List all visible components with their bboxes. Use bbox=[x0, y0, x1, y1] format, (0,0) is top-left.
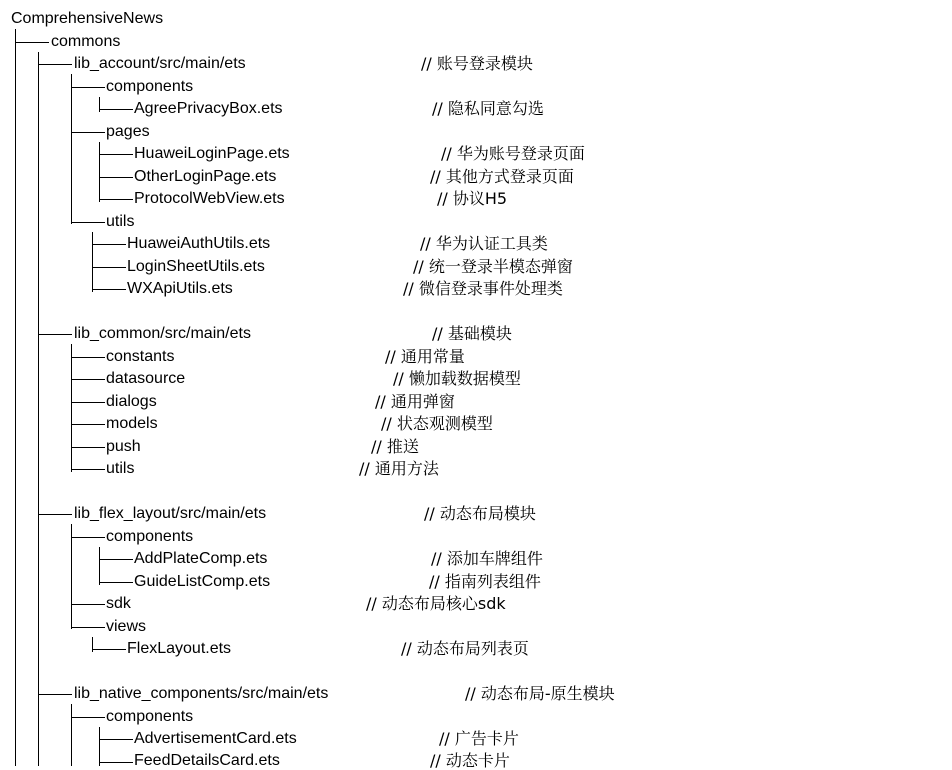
folder-lib-native-components: lib_native_components/src/main/ets bbox=[74, 685, 329, 702]
folder-constants: constants bbox=[106, 348, 175, 365]
folder-lib-account: lib_account/src/main/ets bbox=[74, 55, 246, 72]
tree-hline bbox=[71, 717, 105, 718]
tree-hline bbox=[38, 64, 72, 65]
tree-hline bbox=[71, 402, 105, 403]
comment-other-login: // 其他方式登录页面 bbox=[430, 167, 574, 186]
file-huawei-login: HuaweiLoginPage.ets bbox=[134, 145, 290, 162]
tree-vline bbox=[71, 704, 72, 766]
file-advertisement-card: AdvertisementCard.ets bbox=[134, 730, 297, 747]
file-agree-privacy: AgreePrivacyBox.ets bbox=[134, 100, 283, 117]
file-login-sheet: LoginSheetUtils.ets bbox=[127, 258, 265, 275]
tree-hline bbox=[71, 627, 105, 628]
folder-account-components: components bbox=[106, 78, 194, 95]
folder-datasource: datasource bbox=[106, 370, 186, 387]
file-protocol-webview: ProtocolWebView.ets bbox=[134, 190, 285, 207]
tree-vline bbox=[92, 232, 93, 292]
tree-hline bbox=[99, 559, 133, 560]
comment-lib-flex-layout: // 动态布局模块 bbox=[424, 504, 536, 523]
tree-hline bbox=[99, 177, 133, 178]
comment-advertisement-card: // 广告卡片 bbox=[439, 729, 519, 748]
tree-vline bbox=[15, 29, 16, 766]
tree-vline bbox=[99, 142, 100, 202]
tree-hline bbox=[99, 739, 133, 740]
file-add-plate: AddPlateComp.ets bbox=[134, 550, 268, 567]
tree-hline bbox=[71, 424, 105, 425]
tree-hline bbox=[92, 649, 126, 650]
comment-guide-list: // 指南列表组件 bbox=[429, 572, 541, 591]
folder-flex-components: components bbox=[106, 528, 194, 545]
tree-hline bbox=[99, 109, 133, 110]
tree-vline bbox=[38, 52, 39, 766]
tree-hline bbox=[71, 604, 105, 605]
folder-views: views bbox=[106, 618, 147, 635]
root-folder: ComprehensiveNews bbox=[11, 10, 164, 27]
comment-wxapi: // 微信登录事件处理类 bbox=[403, 279, 563, 298]
tree-hline bbox=[71, 132, 105, 133]
folder-sdk: sdk bbox=[106, 595, 131, 612]
file-flex-layout: FlexLayout.ets bbox=[127, 640, 232, 657]
tree-hline bbox=[99, 762, 133, 763]
tree-vline bbox=[71, 524, 72, 629]
tree-hline bbox=[71, 447, 105, 448]
comment-feed-details-card: // 动态卡片 bbox=[430, 751, 510, 770]
comment-dialogs: // 通用弹窗 bbox=[375, 392, 455, 411]
comment-add-plate: // 添加车牌组件 bbox=[431, 549, 543, 568]
file-feed-details-card: FeedDetailsCard.ets bbox=[134, 752, 280, 769]
tree-hline bbox=[92, 289, 126, 290]
folder-models: models bbox=[106, 415, 158, 432]
folder-account-pages: pages bbox=[106, 123, 150, 140]
tree-hline bbox=[71, 222, 105, 223]
file-wxapi: WXApiUtils.ets bbox=[127, 280, 233, 297]
file-guide-list: GuideListComp.ets bbox=[134, 573, 271, 590]
tree-hline bbox=[99, 154, 133, 155]
tree-hline bbox=[38, 694, 72, 695]
tree-vline bbox=[99, 547, 100, 585]
comment-flex-layout: // 动态布局列表页 bbox=[401, 639, 529, 658]
tree-hline bbox=[71, 87, 105, 88]
comment-lib-native-components: // 动态布局-原生模块 bbox=[465, 684, 615, 703]
comment-huawei-auth: // 华为认证工具类 bbox=[420, 234, 548, 253]
tree-vline bbox=[99, 727, 100, 766]
tree-vline bbox=[71, 344, 72, 472]
comment-login-sheet: // 统一登录半模态弹窗 bbox=[413, 257, 573, 276]
comment-constants: // 通用常量 bbox=[385, 347, 465, 366]
folder-dialogs: dialogs bbox=[106, 393, 157, 410]
tree-hline bbox=[99, 582, 133, 583]
file-other-login: OtherLoginPage.ets bbox=[134, 168, 277, 185]
folder-push: push bbox=[106, 438, 141, 455]
tree-hline bbox=[71, 537, 105, 538]
folder-lib-flex-layout: lib_flex_layout/src/main/ets bbox=[74, 505, 267, 522]
comment-lib-account: // 账号登录模块 bbox=[421, 54, 533, 73]
comment-models: // 状态观测模型 bbox=[381, 414, 493, 433]
comment-sdk: // 动态布局核心sdk bbox=[366, 594, 506, 613]
tree-hline bbox=[38, 334, 72, 335]
tree-hline bbox=[71, 379, 105, 380]
tree-hline bbox=[15, 42, 49, 43]
tree-hline bbox=[99, 199, 133, 200]
folder-common-utils: utils bbox=[106, 460, 135, 477]
comment-huawei-login: // 华为账号登录页面 bbox=[441, 144, 585, 163]
file-huawei-auth: HuaweiAuthUtils.ets bbox=[127, 235, 271, 252]
tree-vline bbox=[71, 74, 72, 224]
comment-push: // 推送 bbox=[371, 437, 419, 456]
tree-hline bbox=[92, 244, 126, 245]
tree-hline bbox=[92, 267, 126, 268]
folder-native-components: components bbox=[106, 708, 194, 725]
comment-agree-privacy: // 隐私同意勾选 bbox=[432, 99, 544, 118]
comment-lib-common: // 基础模块 bbox=[432, 324, 512, 343]
folder-lib-common: lib_common/src/main/ets bbox=[74, 325, 251, 342]
tree-hline bbox=[71, 357, 105, 358]
comment-common-utils: // 通用方法 bbox=[359, 459, 439, 478]
folder-account-utils: utils bbox=[106, 213, 135, 230]
comment-protocol-webview: // 协议H5 bbox=[437, 189, 508, 208]
tree-hline bbox=[38, 514, 72, 515]
tree-hline bbox=[71, 469, 105, 470]
folder-commons: commons bbox=[51, 33, 121, 50]
comment-datasource: // 懒加载数据模型 bbox=[393, 369, 521, 388]
